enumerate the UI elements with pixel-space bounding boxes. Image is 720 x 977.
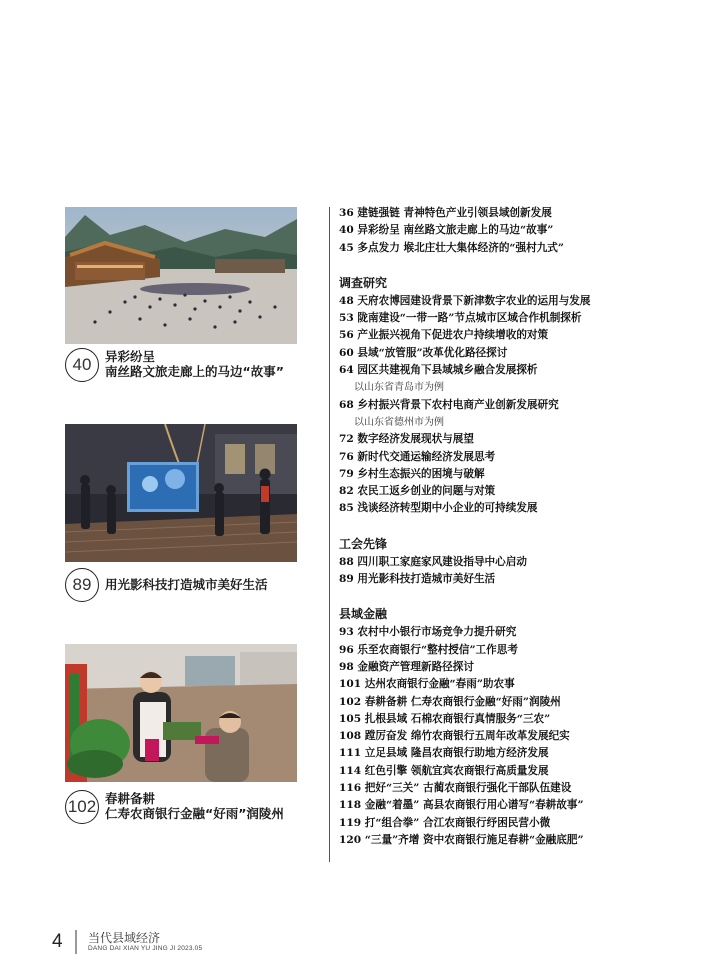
- toc-item[interactable]: 60 县域“放管服”改革优化路径探讨: [339, 346, 508, 359]
- toc-item[interactable]: 89 用光影科技打造城市美好生活: [339, 573, 496, 586]
- toc-item[interactable]: 72 数字经济发展现状与展望: [339, 433, 474, 446]
- feature-photo-farmers: [65, 644, 297, 782]
- toc-item[interactable]: 64 园区共建视角下县域城乡融合发展探析: [339, 364, 538, 377]
- toc-item[interactable]: 93 农村中小银行市场竞争力提升研究: [339, 626, 517, 639]
- toc-item[interactable]: 82 农民工返乡创业的问题与对策: [339, 485, 496, 498]
- toc-item[interactable]: 56 产业振兴视角下促进农户持续增收的对策: [339, 329, 549, 342]
- feature-number-circle: 40: [65, 348, 99, 382]
- toc-item[interactable]: 105 扎根县域 石棉农商银行真情服务“三农”: [339, 712, 551, 725]
- toc-item[interactable]: 40 异彩纷呈 南丝路文旅走廊上的马边“故事”: [339, 224, 554, 237]
- feature-subtitle: 南丝路文旅走廊上的马边“故事”: [105, 364, 284, 379]
- section-heading: 工会先锋: [339, 536, 388, 551]
- toc-item[interactable]: 76 新时代交通运输经济发展思考: [339, 450, 496, 463]
- feature-title: 异彩纷呈: [105, 349, 156, 364]
- footer-divider: [75, 930, 77, 954]
- toc-item[interactable]: 118 金融“着墨” 高县农商银行用心谱写“春耕故事”: [339, 799, 584, 812]
- feature-title: 用光影科技打造城市美好生活: [105, 577, 268, 592]
- magazine-title-en: DANG DAI XIAN YU JING JI 2023.05: [88, 945, 203, 952]
- toc-item[interactable]: 85 浅谈经济转型期中小企业的可持续发展: [339, 502, 538, 515]
- feature-number-circle: 89: [65, 568, 99, 602]
- toc-item[interactable]: 114 红色引擎 领航宜宾农商银行高质量发展: [339, 764, 549, 777]
- toc-item[interactable]: 88 四川职工家庭家风建设指导中心启动: [339, 555, 527, 568]
- magazine-title-cn: 当代县域经济: [88, 931, 161, 945]
- toc-item[interactable]: 108 蹚厉奋发 绵竹农商银行五周年改革发展纪实: [339, 730, 570, 743]
- toc-section-research: [339, 275, 679, 518]
- toc-item[interactable]: 36 建链强链 青神特色产业引领县域创新发展: [339, 207, 552, 219]
- toc-item[interactable]: 45 多点发力 堠北庄壮大集体经济的“强村九式”: [339, 241, 564, 254]
- feature-number-circle: 102: [65, 790, 99, 824]
- toc-item[interactable]: 48 天府农博园建设背景下新津数字农业的运用与发展: [339, 294, 591, 307]
- toc-item[interactable]: 96 乐至农商银行“整村授信”工作思考: [339, 643, 518, 656]
- feature-photo-festival-square: [65, 207, 297, 344]
- feature-subtitle: 仁寿农商银行金融“好雨”润陵州: [105, 806, 284, 821]
- feature-title: 春耕备耕: [105, 791, 156, 806]
- toc-item[interactable]: 120 “三量”齐增 资中农商银行施足春耕“金融底肥”: [339, 833, 584, 846]
- toc-top-group: [339, 205, 679, 257]
- toc-item[interactable]: 68 乡村振兴背景下农村电商产业创新发展研究: [339, 398, 559, 411]
- toc-item-subtitle: 以山东省青岛市为例: [354, 382, 444, 394]
- column-divider: [329, 207, 330, 862]
- page-number: 4: [52, 931, 63, 952]
- feature-photo-light-installation: [65, 424, 297, 562]
- toc-item[interactable]: 53 陇南建设“一带一路”节点城市区域合作机制探析: [339, 312, 582, 325]
- section-heading: 县域金融: [339, 607, 388, 622]
- toc-item[interactable]: 102 春耕备耕 仁寿农商银行金融“好雨”润陵州: [339, 695, 561, 708]
- toc-item[interactable]: 119 打“组合拳” 合江农商银行纾困民营小微: [339, 816, 551, 829]
- toc-section-finance: [339, 606, 679, 849]
- toc-item-subtitle: 以山东省德州市为例: [354, 416, 444, 428]
- toc-item[interactable]: 116 把好“三关” 古蔺农商银行强化干部队伍建设: [339, 782, 572, 795]
- toc-item[interactable]: 79 乡村生态振兴的困境与破解: [339, 467, 485, 480]
- toc-item[interactable]: 98 金融资产管理新路径探讨: [339, 660, 474, 673]
- toc-section-union: [339, 536, 679, 589]
- toc-item[interactable]: 111 立足县域 隆昌农商银行助地方经济发展: [339, 747, 549, 760]
- section-heading: 调查研究: [339, 275, 388, 290]
- toc-item[interactable]: 101 达州农商银行金融“春雨”助农事: [339, 678, 515, 691]
- table-of-contents: [339, 205, 679, 849]
